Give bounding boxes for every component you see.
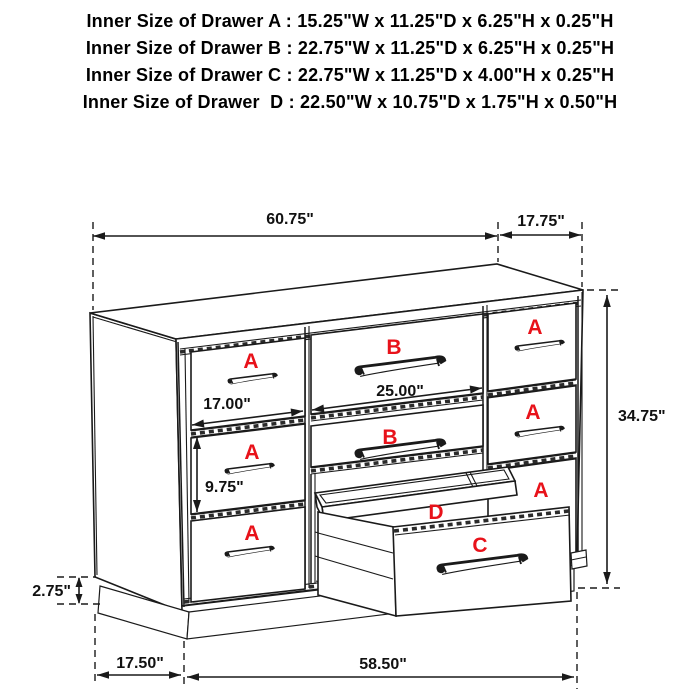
dim-drawer-a-height-label: 9.75": [205, 479, 244, 496]
cabinet-left-side-panel: [90, 313, 182, 612]
dim-base-width-label: 58.50": [359, 656, 407, 673]
drawer-c-inner-size: Inner Size of Drawer C : 22.75"W x 11.25"D x 4.00"H x 0.25"H: [85, 65, 615, 85]
dim-overall-height-label: 34.75": [618, 408, 666, 425]
drawer-a2-front: [191, 424, 305, 514]
drawer-a3-label: A: [244, 522, 260, 545]
drawer-d-inner-size: Inner Size of Drawer D : 22.50"W x 10.75"D x 1.75"H x 0.50"H: [82, 92, 618, 112]
dim-drawer-b-width-label: 25.00": [376, 383, 424, 400]
drawer-a5-front: [488, 385, 576, 464]
drawer-c-label: C: [472, 534, 488, 557]
drawer-b2-label: B: [382, 426, 398, 449]
dim-top-depth-label: 17.75": [517, 213, 565, 230]
dim-base-depth-label: 17.50": [116, 655, 164, 672]
drawer-b-inner-size: Inner Size of Drawer B : 22.75"W x 11.25"D x 6.25"H x 0.25"H: [85, 38, 615, 58]
dimension-overall-height: [578, 290, 666, 588]
drawer-a6-label: A: [533, 479, 549, 502]
dimension-base-height: [32, 577, 100, 604]
anti-tip-bracket: [571, 550, 587, 569]
drawer-a5-label: A: [525, 401, 541, 424]
dim-base-height-label: 2.75": [32, 583, 71, 600]
dim-top-width-label: 60.75": [266, 211, 314, 228]
drawer-a2-label: A: [244, 441, 260, 464]
drawer-a-inner-size: Inner Size of Drawer A : 15.25"W x 11.25"D x 6.25"H x 0.25"H: [86, 11, 614, 31]
drawer-b1-label: B: [386, 336, 402, 359]
drawer-a4-label: A: [527, 316, 543, 339]
drawer-c-open: [318, 507, 571, 616]
drawer-c-front: [393, 507, 571, 616]
dim-drawer-a-width-label: 17.00": [203, 396, 251, 413]
drawer-a1-label: A: [243, 350, 259, 373]
drawer-d-label: D: [428, 501, 444, 524]
